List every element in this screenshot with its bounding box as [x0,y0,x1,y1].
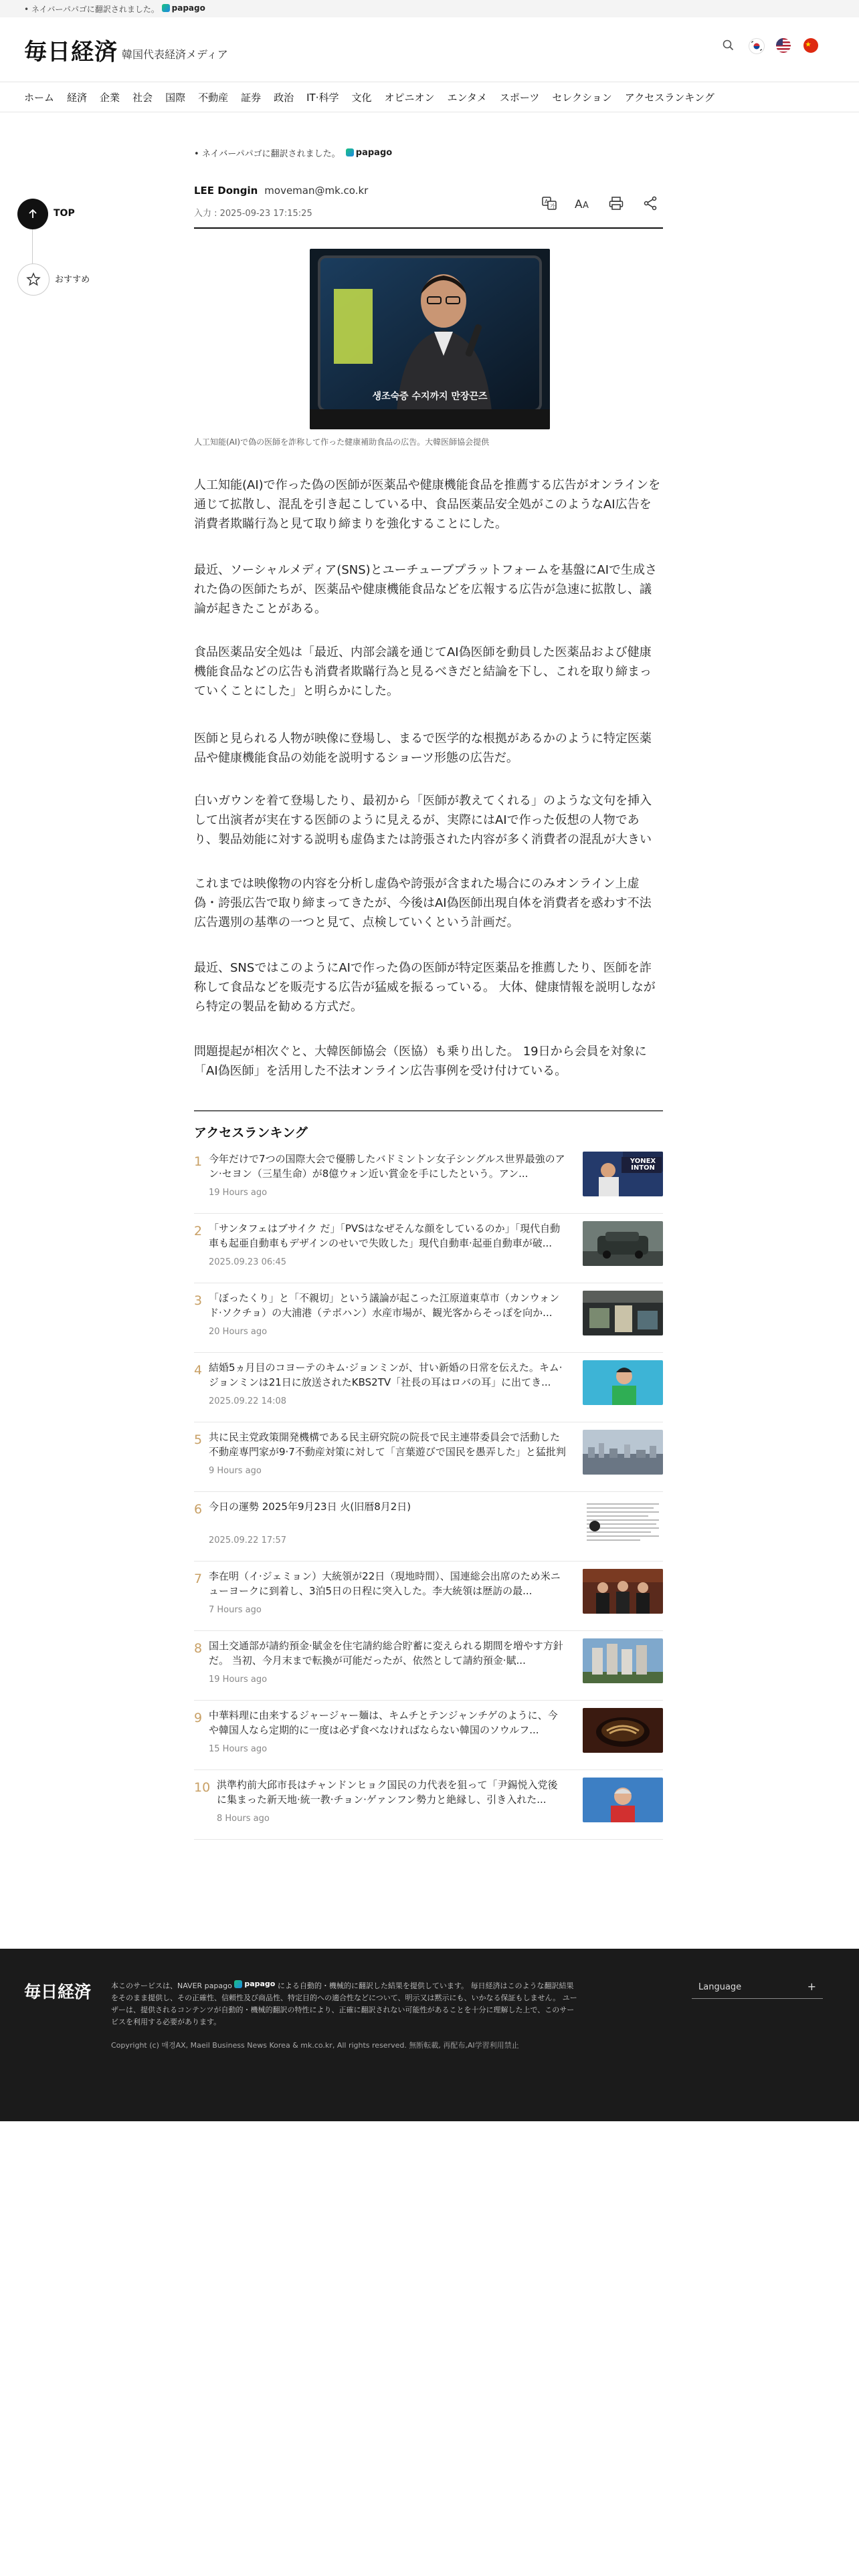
rank-number: 7 [194,1572,203,1586]
nav-item-access-ranking[interactable]: アクセスランキング [624,92,714,104]
suv-photo[interactable] [583,1221,663,1266]
recommend-button[interactable] [17,263,50,296]
svg-text:A: A [545,199,549,205]
article-paragraph: 食品医薬品安全処は「最近、内部会議を通じてAI偽医師を動員した医薬品および健康機能食品などの広告も消費者欺瞞行為と見るべきだと結論を下し、これを取り締まっていくことにした」と明らかにした。 [194,645,652,698]
search-icon[interactable] [721,38,736,53]
badminton-photo[interactable] [583,1152,663,1196]
disclaimer-body: による自動的・機械的に翻訳した結果を提供しています。 毎日経済はこのような翻訳結果をそのまま提供し、その正確性、信頼性及び商品性、特定目的への適合性などについて、明示又は黙示にも、いかなる保証もしません。 ユーザーは、提供されるコンテンツが自動的・機械的翻訳の特性により、正確に翻訳されない可能性があることを十分に理解した上で、このサービスを利用する必要があります。 [111,1981,577,2026]
footer-disclaimer [111,1978,579,2028]
star-icon [26,272,41,287]
rank-number: 2 [194,1224,203,1239]
rank-number: 8 [194,1641,203,1656]
article-header-divider [194,227,663,229]
print-icon[interactable] [607,194,626,213]
nav-item-home[interactable]: ホーム [24,92,55,104]
ranking-item[interactable] [194,1144,663,1214]
svg-text:A: A [575,198,583,211]
rank-time: 7 Hours ago [209,1605,262,1615]
ranking-divider [194,1110,663,1111]
scroll-top-button[interactable] [17,199,48,229]
rank-number: 5 [194,1432,203,1447]
korean-flag-icon[interactable] [749,38,765,54]
rank-headline[interactable]: 「サンタフェはブサイク だ」「PVSはなぜそんな顔をしているのか」「現代自動車も起亜自動車もデザインのせいで失敗した」現代自動車·起亜自動車が破... [209,1222,561,1249]
recommend-label[interactable]: おすすめ [55,275,90,285]
rank-number: 4 [194,1363,203,1378]
rank-headline[interactable]: 国土交通部が請約預金·賦金を住宅請約総合貯蓄に変えられる期間を増やす方針だ。 当初、今月末まで転換が可能だったが、依然として請約預金·賦... [209,1640,563,1667]
nav-item-selection[interactable]: セレクション [552,92,612,104]
author-name[interactable]: LEE Dongin [194,185,258,197]
nav-item-opinion[interactable]: オピニオン [384,92,435,104]
fortune-photo[interactable] [583,1499,663,1544]
rank-time: 8 Hours ago [217,1814,270,1824]
ranking-item[interactable] [194,1283,663,1353]
nav-item-sports[interactable]: スポーツ [499,92,540,104]
ranking-item[interactable] [194,1352,663,1422]
arrow-up-icon [27,208,39,220]
papago-logo [234,1978,275,1990]
publish-date: 入力 : 2025-09-23 17:15:25 [194,209,312,219]
nav-item-business[interactable]: 企業 [100,92,120,104]
author-email[interactable]: moveman@mk.co.kr [264,185,369,197]
article-paragraph: 最近、ソーシャルメディア(SNS)とユーチューブプラットフォームを基盤にAIで生成された偽の医師たちが、医薬品や健康機能食品などを広報する広告が急速に拡散し、議論が起きたことがある。 [194,563,658,616]
site-logo[interactable]: 毎日経済 [24,39,118,66]
svg-text:가: 가 [550,203,555,209]
nav-item-economy[interactable]: 経済 [67,92,88,104]
main-nav [0,82,859,112]
article-byline [194,185,368,197]
article-paragraph: 医師と見られる人物が映像に登場し、まるで医学的な根拠があるかのように特定医薬品や健康機能食品の効能を説明するショーツ形態の広告だ。 [194,732,652,765]
article-paragraph: 問題提起が相次ぐと、大韓医師協会（医協）も乗り出した。 19日から会員を対象に「AI偽医師」を活用した不法オンライン広告事例を受け付けている。 [194,1045,647,1078]
article-paragraph: 最近、SNSではこのようにAIで作った偽の医師が特定医薬品を推薦したり、医師を詐称して食品などを販売する広告が猛威を振るっている。 大体、健康情報を説明しながら特定の製品を勧める方式だ。 [194,961,656,1014]
rank-number: 1 [194,1154,203,1169]
china-flag-icon[interactable] [803,38,818,53]
nav-item-politics[interactable]: 政治 [274,92,294,104]
share-icon[interactable] [641,194,660,213]
nav-item-real-estate[interactable]: 不動産 [198,92,229,104]
nav-item-securities[interactable]: 証券 [241,92,262,104]
ranking-item[interactable] [194,1769,663,1840]
language-label: Language [698,1982,742,1992]
language-selector[interactable] [692,1978,823,1999]
rank-headline[interactable]: 共に民主党政策開発機構である民主研究院の院長で民主連帯委員会で活動した不動産専門家が9·7不動産対策に対して「言葉遊びで国民を愚弄した」と猛批判 [209,1431,566,1458]
footer-logo[interactable]: 毎日経済 [24,1982,92,2002]
rank-headline[interactable]: 今日の運勢 2025年9月23日 火(旧暦8月2日) [209,1501,411,1513]
market-photo[interactable] [583,1291,663,1335]
papago-label: papago [244,1979,276,1988]
thumb-overlay-text: YONEX INTON [630,1158,656,1172]
nav-item-society[interactable]: 社会 [132,92,153,104]
rank-headline[interactable]: 洪準杓前大邱市長はチャンドンヒョク国民の力代表を狙って「尹錫悦入党後に集まった新天地·統一教·チョン·ゲァンフン勢力と絶縁し、引き入れた... [217,1779,558,1806]
papago-logo [162,3,205,13]
article-paragraph: これまでは映像物の内容を分析し虚偽や誇張が含まれた場合にのみオンライン上虚偽・誇張広告で取り締まってきたが、今後はAI偽医師出現自体を消費者を惑わす不法広告選別の基準の一つと見て、点検していくという計画だ。 [194,877,652,930]
article-translation-notice [194,146,392,159]
us-flag-icon[interactable] [776,38,791,53]
article-paragraph: 白いガウンを着て登場したり、最初から「医師が教えてくれる」のような文句を挿入して出演者が実在する医師のように見えるが、実際にはAIで作った仮想の人物であり、製品効能に対する説明も虚偽または誇張された内容が多く消費者の混乱が大きい [194,794,652,847]
site-footer [0,1949,859,2121]
papago-label: papago [355,147,393,158]
papago-icon [346,148,354,156]
translate-icon[interactable] [540,194,559,213]
rank-time: 2025.09.22 17:57 [209,1535,287,1545]
copyright-text: Copyright (c) 매경AX, Maeil Business News Korea & mk.co.kr, All rights reserved. 無断転載, 再配布,AI学習利用禁止 [111,2041,519,2050]
nav-item-entertainment[interactable]: エンタメ [447,92,487,104]
rank-time: 9 Hours ago [209,1466,262,1476]
rank-headline[interactable]: 「ぼったくり」と「不親切」という議論が起こった江原道東草市（カンウォンド·ソクチョ）の大浦港（テポハン）水産市場が、観光客からそっぽを向か... [209,1292,560,1319]
top-label[interactable]: TOP [54,208,75,219]
rank-time: 19 Hours ago [209,1188,268,1198]
ranking-item[interactable] [194,1213,663,1283]
papago-label: papago [171,3,205,13]
nav-item-culture[interactable]: 文化 [351,92,372,104]
rank-headline[interactable]: 今年だけで7つの国際大会で優勝したバドミントン女子シングルス世界最強のアン·セヨン（三星生命）が8億ウォン近い賞金を手にしたという。アン... [209,1153,565,1180]
rank-number: 9 [194,1711,203,1725]
rank-headline[interactable]: 結婚5ヵ月目のコヨーテのキム·ジョンミンが、甘い新婚の日常を伝えた。キム·ジョンミンは21日に放送されたKBS2TV「社長の耳はロバの耳」に出てき... [209,1362,563,1388]
nav-item-it-science[interactable]: IT·科学 [306,92,339,104]
rank-number: 6 [194,1502,203,1517]
ranking-title: アクセスランキング [194,1125,308,1140]
papago-icon [162,4,170,12]
article-paragraph: 人工知能(AI)で作った偽の医師が医薬品や健康機能食品を推薦する広告がオンラインを通じて拡散し、混乱を引き起こしている中、食品医薬品安全処がこのようなAI広告を消費者欺瞞行為と見て取り締まりを強化することにした。 [194,478,661,531]
article-notice-text: ネイバーパパゴに翻訳されました。 [201,149,341,159]
ranking-item[interactable] [194,1422,663,1492]
president-photo[interactable] [583,1569,663,1614]
svg-text:A: A [583,201,589,211]
photo-overlay-subtitle: 생조숙증 수지까지 만장끈즈 [372,391,488,402]
city-photo[interactable] [583,1430,663,1475]
rank-time: 20 Hours ago [209,1327,268,1337]
apartment-photo[interactable] [583,1638,663,1683]
translation-notice-text: ネイバーパパゴに翻訳されました。 [31,5,159,14]
notice-bullet: • [194,149,202,159]
ranking-item[interactable] [194,1630,663,1701]
site-tagline: 韓国代表経済メディア [122,48,228,61]
ranking-item[interactable] [194,1491,663,1562]
plus-icon[interactable]: + [807,1980,816,1993]
disclaimer-lead: 本このサービスは、NAVER papago [111,1981,232,1990]
rank-headline[interactable]: 中華料理に由来するジャージャー麺は、キムチとテンジャンチゲのように、今や韓国人なら定期的に一度は必ず食べなければならない韓国のソウルフ... [209,1709,558,1736]
rank-headline[interactable]: 李在明（イ·ジェミョン）大統領が22日（現地時間）、国連総会出席のため米ニューヨークに到着し、3泊5日の日程に突入した。李大統領は歴訪の最... [209,1570,561,1597]
nav-item-international[interactable]: 国際 [165,92,186,104]
rank-time: 2025.09.22 14:08 [209,1396,287,1406]
ranking-item[interactable] [194,1700,663,1770]
food-photo[interactable] [583,1708,663,1753]
notice-bullet: • [24,5,31,14]
rank-number: 3 [194,1293,203,1308]
politician-photo[interactable] [583,1778,663,1822]
translation-notice-bar [0,0,859,17]
rank-time: 15 Hours ago [209,1744,268,1754]
font-size-icon[interactable] [573,194,592,213]
article-photo[interactable] [310,249,550,429]
papago-logo [346,148,392,158]
ranking-item[interactable] [194,1561,663,1631]
rank-time: 2025.09.23 06:45 [209,1257,287,1267]
rank-number: 10 [194,1780,211,1795]
photo-caption: 人工知能(AI)で偽の医師を詐称して作った健康補助食品の広告。大韓医師協会提供 [194,437,490,447]
rank-time: 19 Hours ago [209,1675,268,1685]
papago-icon [234,1980,242,1988]
tv-photo[interactable] [583,1360,663,1405]
